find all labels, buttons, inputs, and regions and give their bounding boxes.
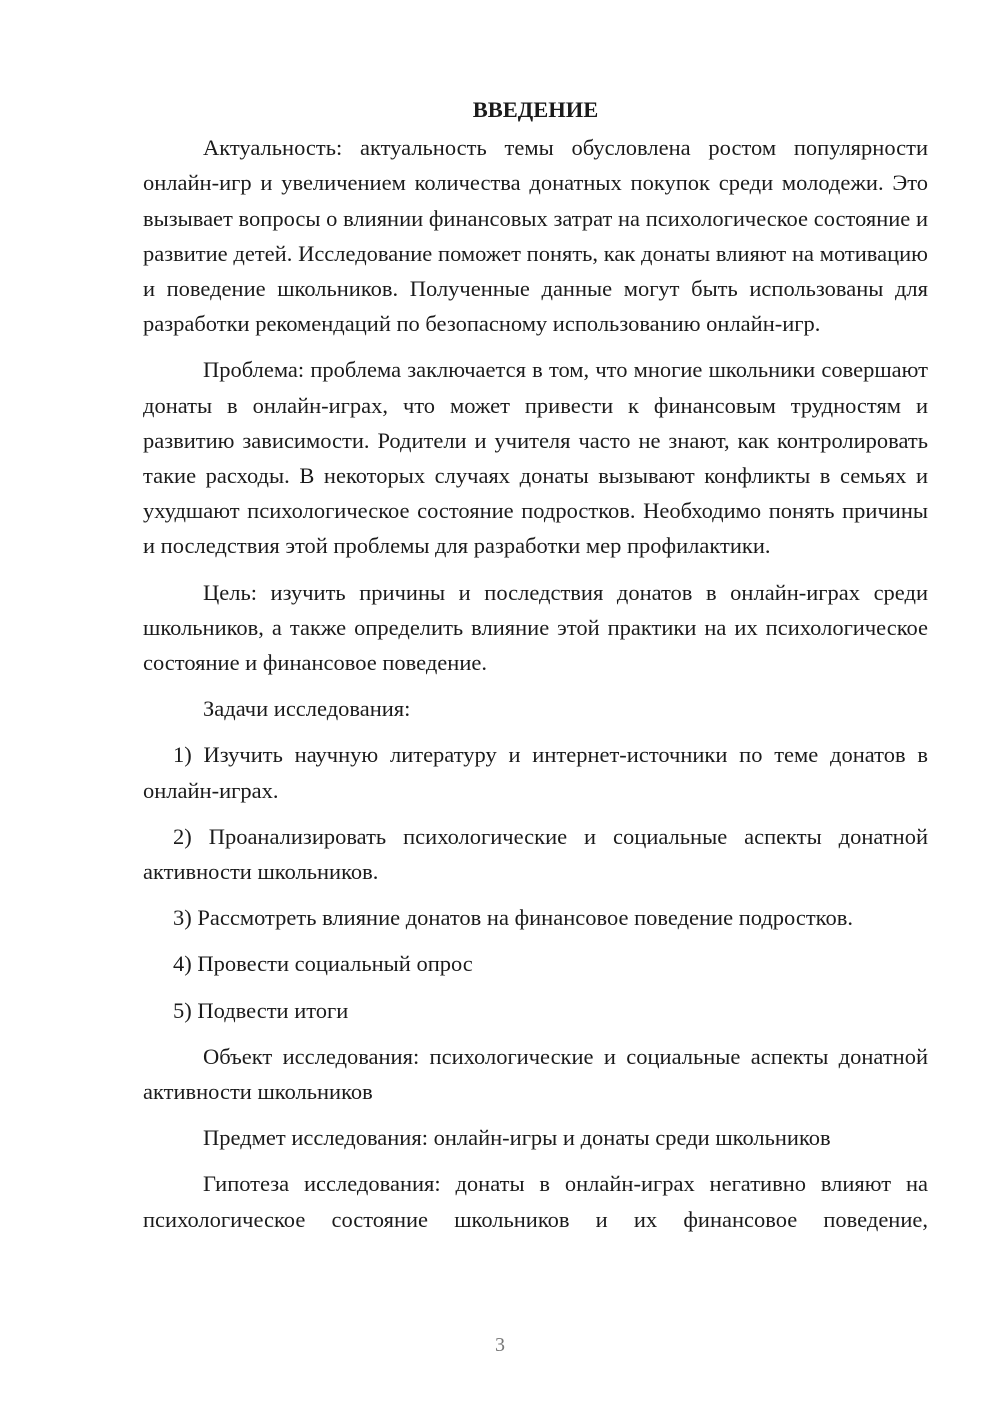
task-item-5: 5) Подвести итоги bbox=[173, 997, 349, 1023]
paragraph-subject: Предмет исследования: онлайн-игры и донаты среди школьников bbox=[203, 1125, 831, 1151]
section-heading: ВВЕДЕНИЕ bbox=[472, 97, 599, 122]
paragraph-goal: Цель: изучить причины и последствия донатов в онлайн-играх среди школьников, а также определить влияние этой практики на их психологическое состояние и финансовое поведение. bbox=[143, 579, 928, 676]
paragraph-object: Объект исследования: психологические и социальные аспекты донатной активности школьников bbox=[143, 1043, 928, 1105]
task-item-2: 2) Проанализировать психологические и социальные аспекты донатной активности школьников. bbox=[143, 823, 928, 885]
task-item-3: 3) Рассмотреть влияние донатов на финансовое поведение подростков. bbox=[173, 905, 853, 931]
task-item-1: 1) Изучить научную литературу и интернет-источники по теме донатов в онлайн-играх. bbox=[143, 742, 928, 803]
paragraph-problem: Проблема: проблема заключается в том, что многие школьники совершают донаты в онлайн-играх, что может привести к финансовым трудностям и развитию зависимости. Родители и учителя часто не знают, как контролировать такие расходы. В некоторых случаях донаты вызывают конфликты в семьях и ухудшают психологическое состояние подростков. Необходимо понять причины и последствия этой проблемы для разработки мер профилактики. bbox=[143, 357, 928, 559]
page-number: 3 bbox=[495, 1334, 505, 1356]
paragraph-hypothesis: Гипотеза исследования: донаты в онлайн-играх негативно влияют на психологическое состояние школьников и их финансовое поведение, bbox=[143, 1171, 928, 1232]
paragraph-relevance: Актуальность: актуальность темы обусловлена ростом популярности онлайн-игр и увеличением количества донатных покупок среди молодежи. Это вызывает вопросы о влиянии финансовых затрат на психологическое состояние и развитие детей. Исследование поможет понять, как донаты влияют на мотивацию и поведение школьников. Полученные данные могут быть использованы для разработки рекомендаций по безопасному использованию онлайн-игр. bbox=[143, 135, 928, 337]
task-item-4: 4) Провести социальный опрос bbox=[173, 951, 473, 977]
page-content bbox=[143, 92, 928, 1248]
paragraph-tasks-title: Задачи исследования: bbox=[203, 696, 411, 722]
